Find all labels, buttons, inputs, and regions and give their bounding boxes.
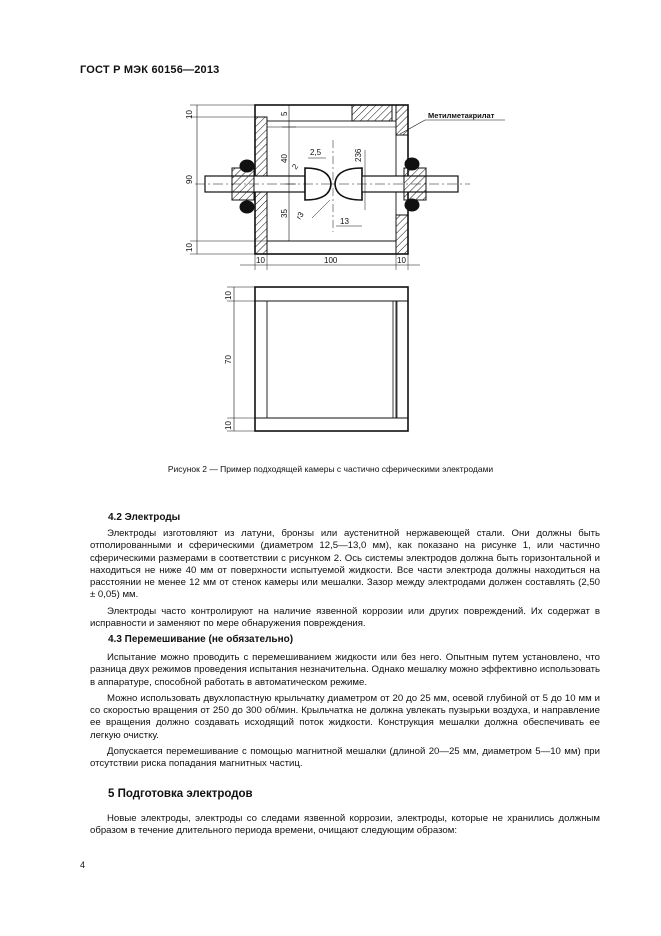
chamber-plan-view [227, 287, 408, 431]
paragraph: Допускается перемешивание с помощью магнитной мешалки (длиной 20—25 мм, диаметром 5—10 мм) при отсутствии риска попадания магнитных частиц. [90, 746, 600, 770]
dim-label: 13 [340, 217, 349, 226]
dim-label: 10 [397, 256, 406, 265]
plan-dimension-labels [224, 291, 233, 430]
dim-label: r3 [294, 210, 306, 222]
dim-label: 5 [280, 111, 289, 116]
dim-label: 90 [185, 175, 194, 184]
dim-label: 100 [324, 256, 338, 265]
dim-label: 10 [256, 256, 265, 265]
dim-label: 40 [280, 154, 289, 163]
dim-label: 236 [354, 148, 363, 162]
section-5-body [90, 813, 600, 842]
dim-label: 70 [224, 355, 233, 364]
section-4-2-body [90, 528, 600, 634]
paragraph: Новые электроды, электроды со следами язвенной коррозии, электроды, которые не хранились должным образом в течение длительного периода времени, очищают следующим образом: [90, 813, 600, 837]
page-number: 4 [80, 860, 86, 870]
paragraph: Испытание можно проводить с перемешиванием жидкости или без него. Опытным путем установлено, что разница двух режимов проведения испытания незначительна. Однако мешалку можно эффективно использовать в аппаратуре, способной работать в автоматическом режиме. [90, 652, 600, 688]
section-5-title: 5 Подготовка электродов [108, 788, 253, 800]
dim-label: 10 [185, 110, 194, 119]
chamber-section-view [190, 105, 505, 270]
dim-label: 35 [280, 209, 289, 218]
section-4-3-title: 4.3 Перемешивание (не обязательно) [108, 634, 294, 645]
material-label: Метилметакрилат [428, 111, 495, 120]
figure-caption: Рисунок 2 — Пример подходящей камеры с частично сферическими электродами [167, 464, 494, 474]
paragraph: Электроды изготовляют из латуни, бронзы или аустенитной нержавеющей стали. Они должны быть отполированными и сферическими (диаметром 12,5—13,0 мм), как показано на рисунке 1, или частично сферическими размерами в соответствии с рисунком 2. Ось системы электродов должна быть горизонтальной и находиться не ниже 40 мм от поверхности испытуемой жидкости. Все части электрода должны находиться на расстоянии не менее 12 мм от стенок камеры или мешалки. Зазор между электродами должен составлять (2,50 ± 0,05) мм. [90, 528, 600, 601]
dim-label: 2,5 [310, 148, 322, 157]
section-4-3-body [90, 652, 600, 775]
paragraph: Можно использовать двухлопастную крыльчатку диаметром от 20 до 25 мм, осевой глубиной от 5 до 10 мм и со скоростью вращения от 250 до 300 об/мин. Крыльчатка не должна увлекать пузырьки воздуха, и направление ее вращения должно создавать исходящий поток жидкости. Конструкция мешалки должна обеспечивать ее легкую очистку. [90, 692, 600, 741]
document-header: ГОСТ Р МЭК 60156—2013 [80, 64, 220, 76]
section-4-2-title: 4.2 Электроды [108, 512, 181, 523]
dim-label: 2 [290, 162, 301, 172]
dim-label: 10 [224, 291, 233, 300]
paragraph: Электроды часто контролируют на наличие язвенной коррозии или других повреждений. Их содержат в исправности и заменяют по мере обнаружения повреждения. [90, 605, 600, 630]
dim-label: 10 [185, 243, 194, 252]
dim-label: 10 [224, 421, 233, 430]
